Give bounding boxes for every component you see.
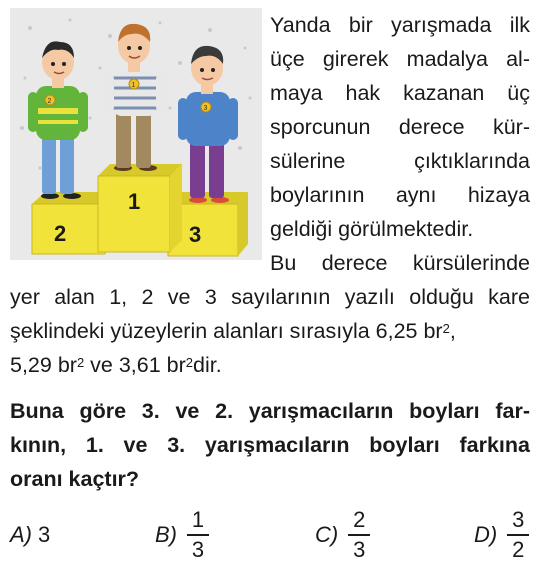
podium-scene bbox=[10, 8, 262, 260]
option-a-value: 3 bbox=[38, 522, 51, 547]
fraction-bar bbox=[507, 534, 529, 536]
comma: , bbox=[449, 319, 456, 343]
option-a-letter: A) bbox=[10, 522, 32, 547]
exponent: 2 bbox=[442, 321, 450, 336]
paragraph1-line-2: üçe girerek madalya al- bbox=[270, 47, 530, 71]
option-b-fraction bbox=[187, 507, 209, 563]
paragraph1-line-3: maya hak kazanan üç bbox=[270, 81, 530, 105]
medal-label-second: 2 bbox=[47, 98, 52, 105]
paragraph2-line-4 bbox=[10, 350, 222, 380]
option-d-numerator: 3 bbox=[512, 507, 525, 532]
area-3: ve 3,61 br bbox=[84, 353, 186, 377]
paragraph1-line-5: sülerine çıktıklarında bbox=[270, 149, 530, 173]
option-c-numerator: 2 bbox=[353, 507, 366, 532]
option-d[interactable] bbox=[474, 505, 529, 565]
fraction-bar bbox=[187, 534, 209, 536]
paragraph1-line-7: geldiği görülmektedir. bbox=[270, 217, 474, 241]
paragraph1-line-1: Yanda bir yarışmada ilk bbox=[270, 13, 530, 37]
question-line-1: Buna göre 3. ve 2. yarışmacıların boyları far- bbox=[10, 399, 530, 423]
option-d-fraction bbox=[507, 507, 529, 563]
paragraph1-line-4: sporcunun derece kür- bbox=[270, 115, 530, 139]
area-2: 5,29 br bbox=[10, 353, 77, 377]
option-b-numerator: 1 bbox=[191, 507, 205, 532]
option-c-letter: C) bbox=[315, 522, 339, 547]
medal-label-third: 3 bbox=[203, 105, 208, 112]
option-c-denominator: 3 bbox=[353, 537, 366, 562]
podium-illustration bbox=[10, 8, 262, 260]
option-b[interactable] bbox=[155, 505, 209, 565]
paragraph2-line-3 bbox=[10, 316, 530, 346]
option-c-fraction bbox=[348, 507, 370, 563]
exponent: 2 bbox=[76, 355, 85, 370]
paragraph2-line-3-text: şeklindeki yüzeylerin alanları sırasıyla 6,25 br bbox=[10, 319, 443, 343]
podium-label-second: 2 bbox=[54, 221, 67, 246]
podium-label-first: 1 bbox=[128, 189, 141, 214]
paragraph2-line-1: Bu derece kürsülerinde bbox=[270, 251, 530, 275]
exponent: 2 bbox=[185, 355, 193, 370]
option-a[interactable] bbox=[10, 505, 50, 565]
fraction-bar bbox=[348, 534, 370, 536]
question-line-2: kının, 1. ve 3. yarışmacıların boyları farkına bbox=[10, 433, 530, 457]
option-c[interactable] bbox=[315, 505, 370, 565]
question-line-3: oranı kaçtır? bbox=[10, 467, 140, 491]
option-b-denominator: 3 bbox=[191, 537, 205, 562]
option-d-denominator: 2 bbox=[512, 537, 525, 562]
paragraph1-line-6: boylarının aynı hizaya bbox=[270, 183, 530, 207]
option-b-letter: B) bbox=[155, 522, 177, 547]
paragraph2-line-2: yer alan 1, 2 ve 3 sayılarının yazılı olduğu kare bbox=[10, 285, 530, 309]
suffix: dir. bbox=[193, 353, 222, 377]
medal-label-first: 1 bbox=[131, 82, 136, 89]
option-d-letter: D) bbox=[474, 522, 498, 547]
podium-label-third: 3 bbox=[189, 222, 202, 247]
